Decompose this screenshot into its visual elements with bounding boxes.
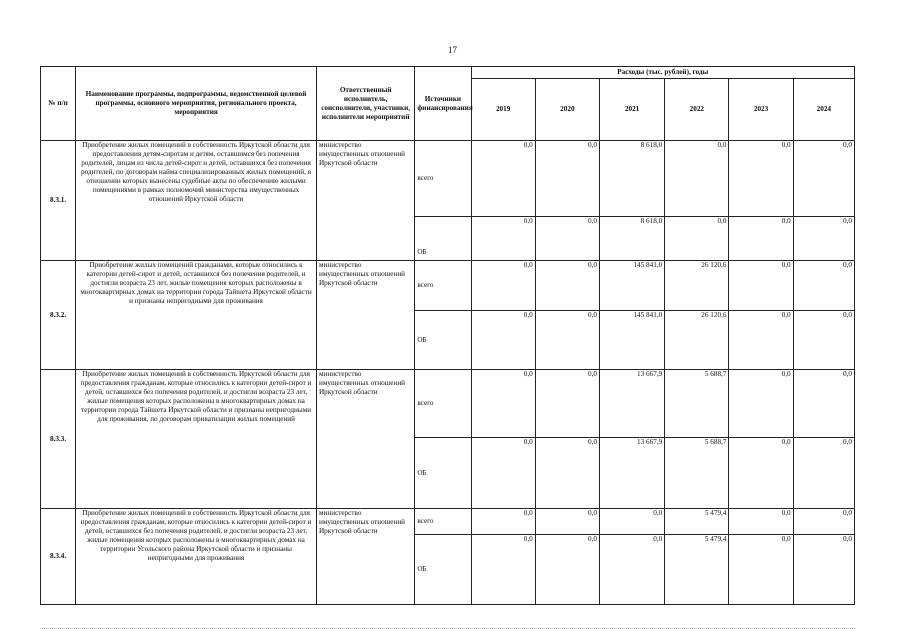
header-year: 2023 xyxy=(729,79,793,141)
header-year: 2020 xyxy=(535,79,599,141)
value-cell: 0,0 xyxy=(729,261,793,311)
value-cell: 0,0 xyxy=(793,509,854,535)
value-cell: 0,0 xyxy=(471,535,535,605)
value-cell: 0,0 xyxy=(599,535,664,605)
table-row xyxy=(41,141,855,217)
value-cell: 0,0 xyxy=(729,217,793,261)
value-cell: 0,0 xyxy=(729,370,793,438)
value-cell: 0,0 xyxy=(729,438,793,509)
header-num: № п/п xyxy=(41,67,76,141)
value-cell: 5 479,4 xyxy=(665,535,729,605)
row-executor: министерство имущественных отношений Иркутской области xyxy=(316,141,414,261)
value-cell: 0,0 xyxy=(471,509,535,535)
header-executor: Ответственный исполнитель, соисполнители, участники, исполнители мероприятий xyxy=(316,67,414,141)
value-cell: 0,0 xyxy=(665,141,729,217)
source-label: всего xyxy=(415,261,471,311)
value-cell: 145 841,0 xyxy=(599,261,664,311)
row-executor: министерство имущественных отношений Иркутской области xyxy=(316,261,414,370)
value-cell: 0,0 xyxy=(793,535,854,605)
source-label: ОБ xyxy=(415,438,471,509)
value-cell: 0,0 xyxy=(535,217,599,261)
value-cell: 0,0 xyxy=(535,509,599,535)
value-cell: 0,0 xyxy=(793,261,854,311)
row-executor: министерство имущественных отношений Иркутской области xyxy=(316,370,414,509)
page-number: 17 xyxy=(448,45,457,55)
row-name: Приобретение жилых помещений в собственность Иркутской области для предоставления гражданам, которые относились к категории детей-сирот и детей, оставшихся без попечения родителей, и достигли возраста 23 лет, жилые помещения которых расположены в многоквартирных домах на территории Усольского района Иркутской области и признаны непригодными для проживания xyxy=(76,509,317,605)
value-cell: 0,0 xyxy=(729,509,793,535)
value-cell: 26 120,6 xyxy=(665,311,729,370)
header-name: Наименование программы, подпрограммы, ведомственной целевой программы, основного мероприятия, регионального проекта, мероприятия xyxy=(76,67,317,141)
table-row xyxy=(41,509,855,535)
header-year: 2024 xyxy=(793,79,854,141)
value-cell: 0,0 xyxy=(793,141,854,217)
row-name: Приобретение жилых помещений гражданами, которые относились к категории детей-сирот и детей, оставшихся без попечения родителей, и достигли возраста 23 лет, жилые помещения которых расположены в многоквартирных домах на территории города Тайшета Иркутской области и признаны непригодными для проживания xyxy=(76,261,317,370)
row-number: 8.3.2. xyxy=(41,261,76,370)
value-cell: 5 479,4 xyxy=(665,509,729,535)
source-label: всего xyxy=(415,141,471,217)
value-cell: 0,0 xyxy=(471,261,535,311)
source-label: ОБ xyxy=(415,535,471,605)
value-cell: 0,0 xyxy=(535,261,599,311)
header-year: 2022 xyxy=(665,79,729,141)
value-cell: 0,0 xyxy=(471,311,535,370)
value-cell: 0,0 xyxy=(535,535,599,605)
row-name: Приобретение жилых помещений в собственность Иркутской области для предоставления гражданам, которые относились к категории детей-сирот и детей, оставшихся без попечения родителей, и достигли возраста 23 лет, жилые помещения которых расположены в многоквартирных домах на территории города Тайшета Иркутской области и признаны непригодными для проживания, по договорам приватизации жилых помещений xyxy=(76,370,317,509)
row-executor: министерство имущественных отношений Иркутской области xyxy=(316,509,414,605)
value-cell: 8 618,0 xyxy=(599,141,664,217)
value-cell: 0,0 xyxy=(599,509,664,535)
table-row xyxy=(41,370,855,438)
budget-table xyxy=(40,66,855,605)
source-label: ОБ xyxy=(415,311,471,370)
header-year: 2019 xyxy=(471,79,535,141)
value-cell: 0,0 xyxy=(665,217,729,261)
value-cell: 0,0 xyxy=(471,217,535,261)
row-number: 8.3.3. xyxy=(41,370,76,509)
value-cell: 5 688,7 xyxy=(665,438,729,509)
value-cell: 8 618,0 xyxy=(599,217,664,261)
value-cell: 13 667,9 xyxy=(599,370,664,438)
value-cell: 0,0 xyxy=(793,217,854,261)
value-cell: 0,0 xyxy=(471,141,535,217)
value-cell: 0,0 xyxy=(535,141,599,217)
row-number: 8.3.1. xyxy=(41,141,76,261)
value-cell: 0,0 xyxy=(535,438,599,509)
value-cell: 145 841,0 xyxy=(599,311,664,370)
header-source: Источники финансирования xyxy=(415,67,471,141)
value-cell: 0,0 xyxy=(729,311,793,370)
value-cell: 13 667,9 xyxy=(599,438,664,509)
source-label: ОБ xyxy=(415,217,471,261)
value-cell: 0,0 xyxy=(729,141,793,217)
row-name: Приобретение жилых помещений в собственность Иркутской области для предоставления детям-сиротам и детям, оставшимся без попечения родителей, лицам из числа детей-сирот и детей, оставшихся без попечения родителей, по договорам найма специализированных жилых помещений, в отношении которых вынесены судебные акты по обеспечению жилыми помещениями в рамках полномочий министерства имущественных отношений Иркутской области xyxy=(76,141,317,261)
header-year: 2021 xyxy=(599,79,664,141)
value-cell: 0,0 xyxy=(793,311,854,370)
value-cell: 0,0 xyxy=(729,535,793,605)
value-cell: 0,0 xyxy=(471,438,535,509)
header-expenses: Расходы (тыс. рублей), годы xyxy=(471,67,854,79)
value-cell: 0,0 xyxy=(535,370,599,438)
value-cell: 5 688,7 xyxy=(665,370,729,438)
table-row xyxy=(41,261,855,311)
value-cell: 0,0 xyxy=(793,370,854,438)
value-cell: 0,0 xyxy=(793,438,854,509)
row-number: 8.3.4. xyxy=(41,509,76,605)
source-label: всего xyxy=(415,370,471,438)
value-cell: 0,0 xyxy=(535,311,599,370)
value-cell: 26 120,6 xyxy=(665,261,729,311)
value-cell: 0,0 xyxy=(471,370,535,438)
page-bottom-divider xyxy=(40,628,855,629)
source-label: всего xyxy=(415,509,471,535)
